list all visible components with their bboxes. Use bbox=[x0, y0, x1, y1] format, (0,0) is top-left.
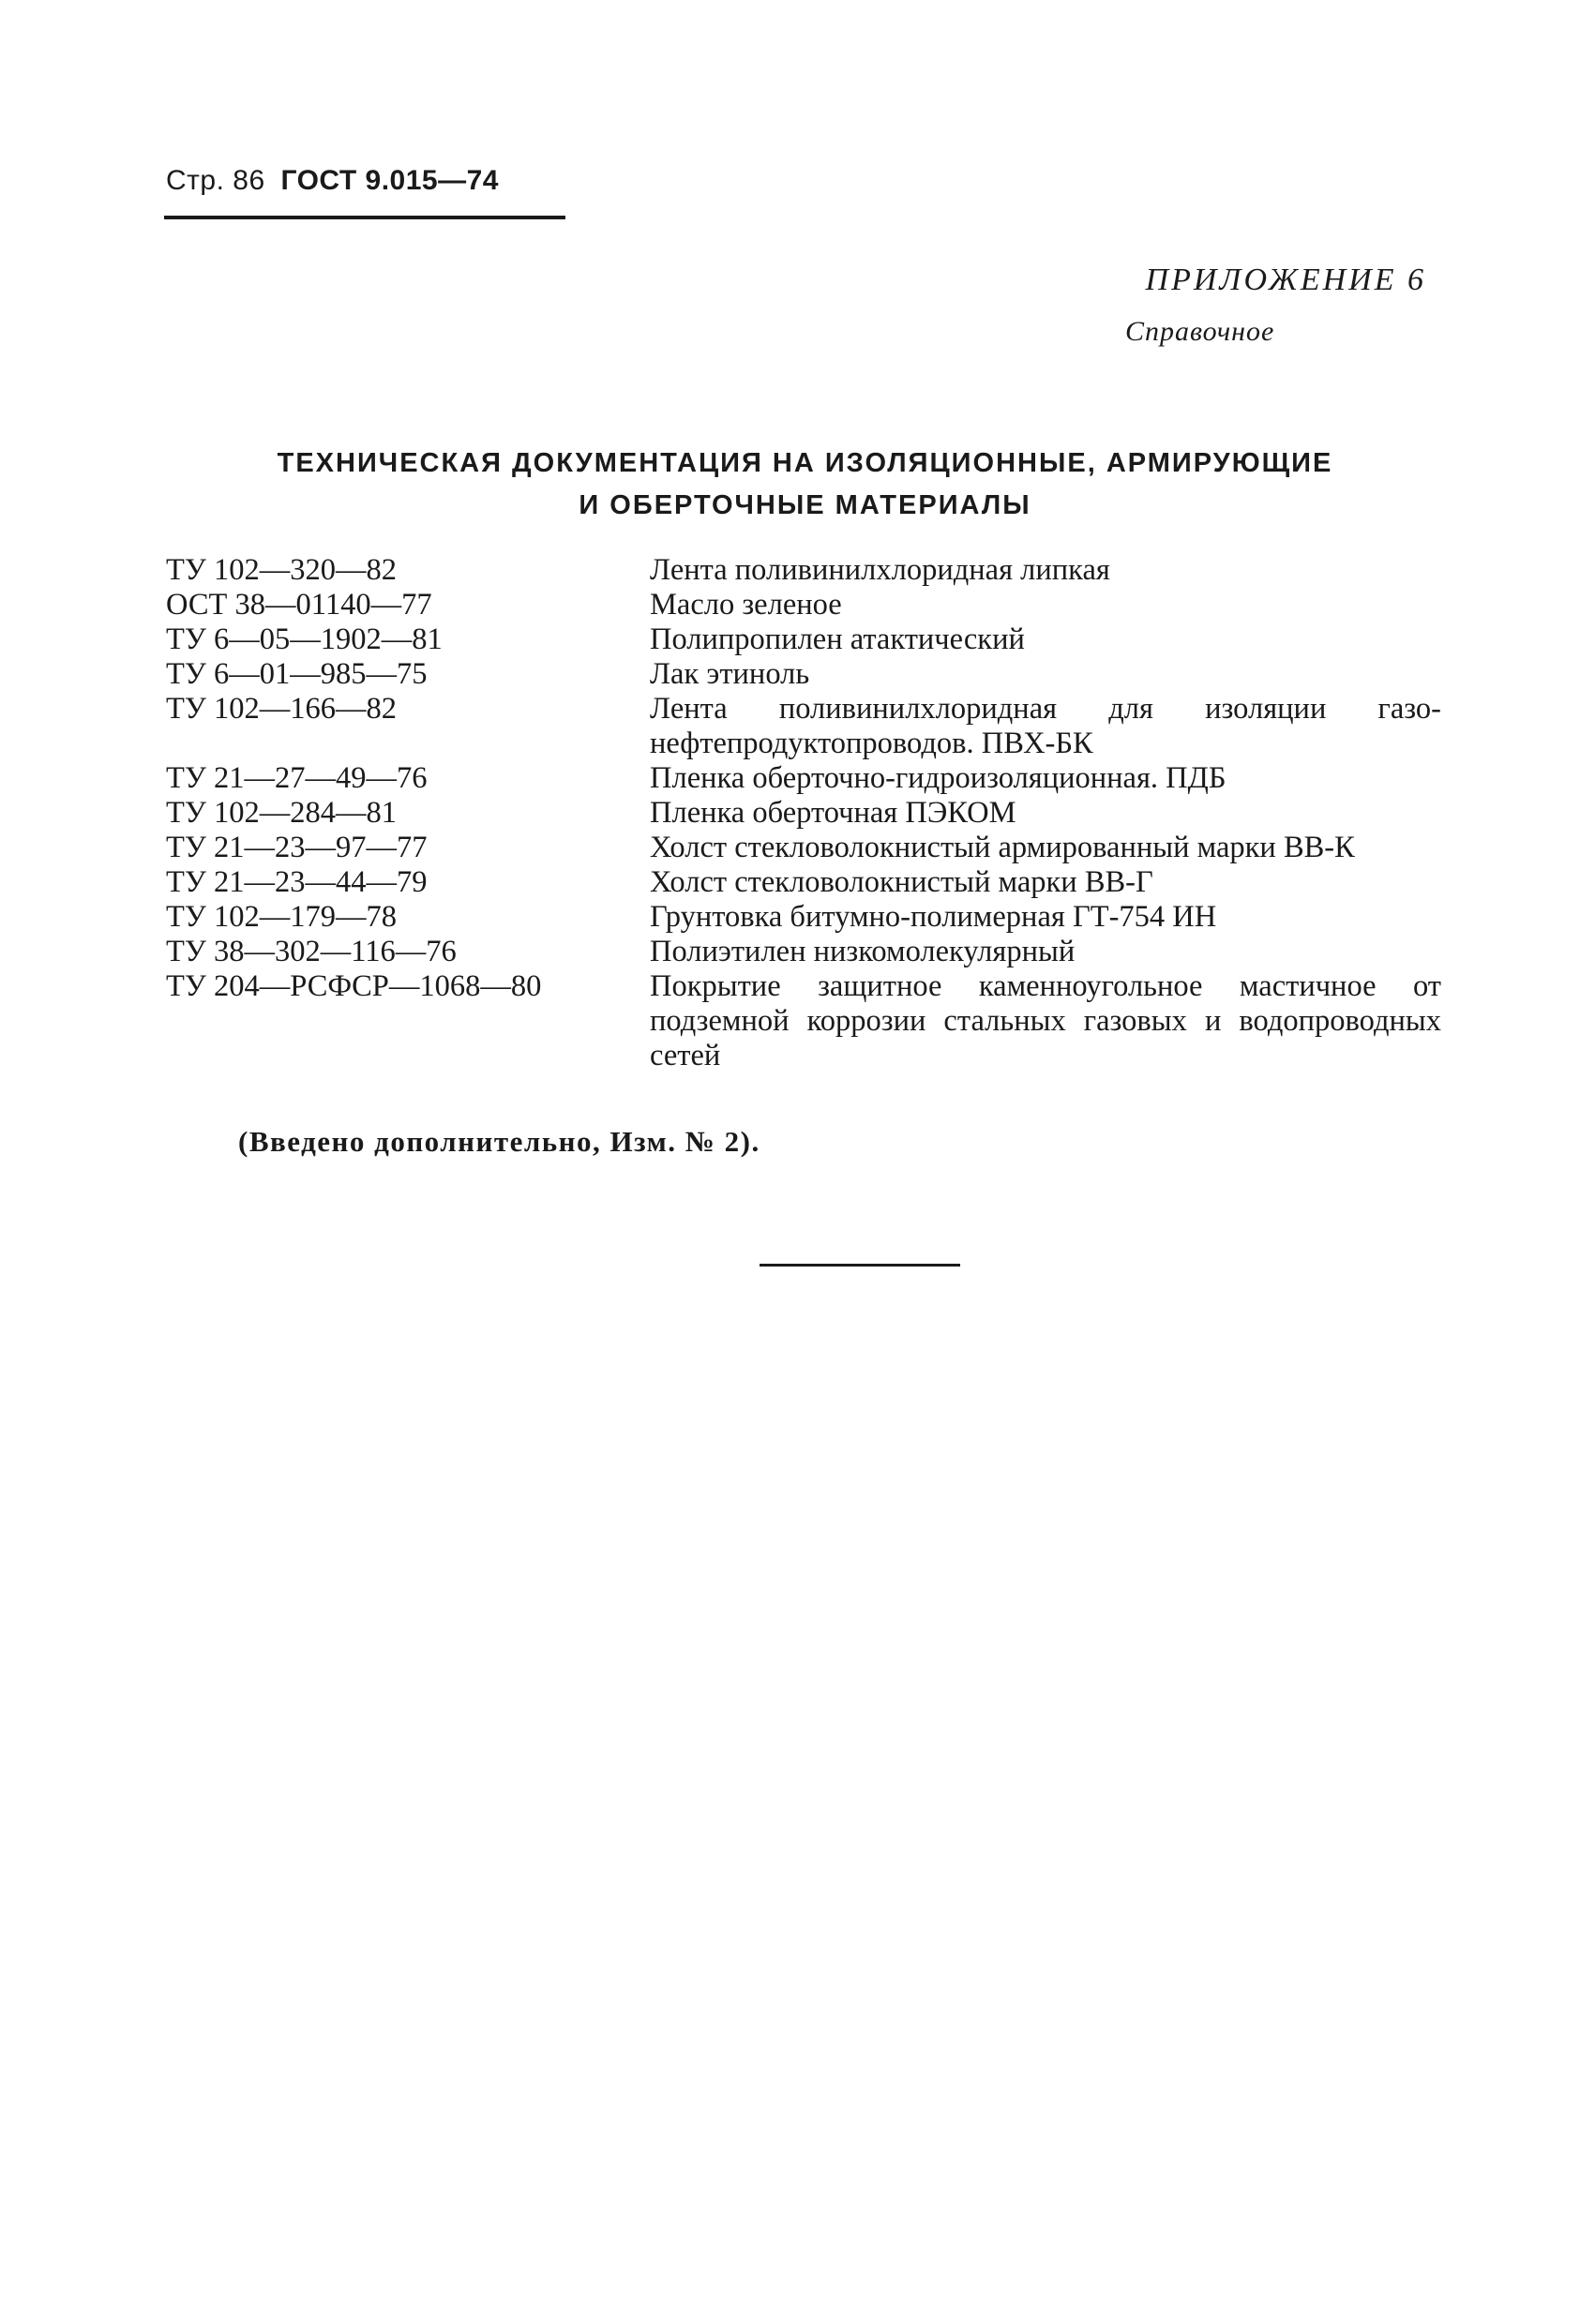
header-divider bbox=[164, 216, 565, 219]
document-code: ТУ 21—23—44—79 bbox=[166, 865, 428, 899]
document-title-line-1: ТЕХНИЧЕСКАЯ ДОКУМЕНТАЦИЯ НА ИЗОЛЯЦИОННЫЕ, АРМИРУЮЩИЕ bbox=[277, 448, 1333, 478]
amendment-note: (Введено дополнительно, Изм. № 2). bbox=[238, 1125, 760, 1158]
list-item bbox=[166, 900, 1441, 935]
end-divider bbox=[760, 1264, 960, 1267]
page-number: Стр. 86 bbox=[166, 165, 265, 196]
list-item bbox=[166, 969, 1441, 1073]
material-description: Грунтовка битумно-полимерная ГТ-754 ИН bbox=[650, 900, 1217, 934]
list-item bbox=[166, 865, 1441, 900]
list-item bbox=[166, 935, 1441, 969]
material-description: Лента поливинилхлоридная для изоляции газо-нефтепродуктопроводов. ПВХ-БК bbox=[650, 692, 1441, 760]
list-item bbox=[166, 796, 1441, 831]
page-header bbox=[166, 165, 499, 197]
list-item bbox=[166, 657, 1441, 692]
document-code: ТУ 102—179—78 bbox=[166, 900, 397, 934]
document-code: ТУ 21—23—97—77 bbox=[166, 831, 428, 864]
appendix-title: ПРИЛОЖЕНИЕ 6 bbox=[1145, 262, 1426, 297]
material-description: Пленка оберточно-гидроизоляционная. ПДБ bbox=[650, 761, 1226, 795]
material-description: Полиэтилен низкомолекулярный bbox=[650, 935, 1076, 968]
document-code: ТУ 204—РСФСР—1068—80 bbox=[166, 969, 542, 1003]
document-code: ТУ 38—302—116—76 bbox=[166, 935, 457, 968]
material-description: Пленка оберточная ПЭКОМ bbox=[650, 796, 1016, 830]
document-code: ТУ 6—01—985—75 bbox=[166, 657, 428, 691]
document-title-line-2: И ОБЕРТОЧНЫЕ МАТЕРИАЛЫ bbox=[579, 490, 1031, 520]
material-description: Холст стекловолокнистый марки ВВ-Г bbox=[650, 865, 1153, 899]
list-item bbox=[166, 622, 1441, 657]
material-description: Лента поливинилхлоридная липкая bbox=[650, 553, 1110, 587]
document-code: ТУ 102—166—82 bbox=[166, 692, 397, 726]
list-item bbox=[166, 692, 1441, 761]
materials-list bbox=[166, 553, 1441, 1073]
document-code: ТУ 102—284—81 bbox=[166, 796, 397, 830]
list-item bbox=[166, 588, 1441, 622]
material-description: Масло зеленое bbox=[650, 588, 842, 622]
document-code: ТУ 6—05—1902—81 bbox=[166, 622, 443, 656]
document-code: ТУ 21—27—49—76 bbox=[166, 761, 428, 795]
list-item bbox=[166, 761, 1441, 796]
material-description: Холст стекловолокнистый армированный марки ВВ-К bbox=[650, 831, 1355, 864]
material-description: Лак этиноль bbox=[650, 657, 810, 691]
standard-number: ГОСТ 9.015—74 bbox=[280, 165, 499, 196]
material-description: Полипропилен атактический bbox=[650, 622, 1025, 656]
list-item bbox=[166, 831, 1441, 865]
material-description: Покрытие защитное каменноугольное мастичное от подземной коррозии стальных газовых и водопроводных сетей bbox=[650, 969, 1441, 1072]
list-item bbox=[166, 553, 1441, 588]
document-code: ОСТ 38—01140—77 bbox=[166, 588, 432, 622]
appendix-subtitle: Справочное bbox=[1125, 316, 1275, 347]
document-code: ТУ 102—320—82 bbox=[166, 553, 397, 587]
